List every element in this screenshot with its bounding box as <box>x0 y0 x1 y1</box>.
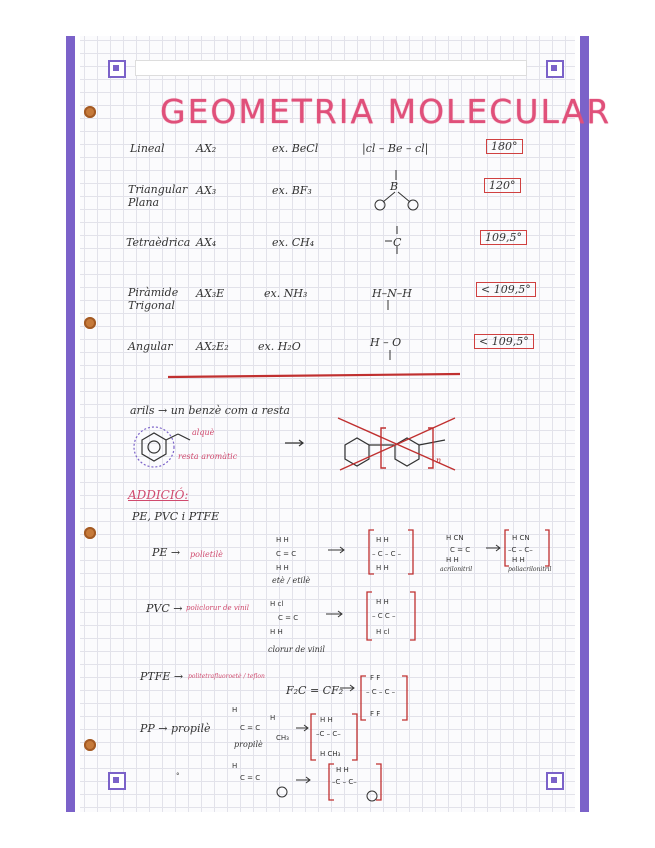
pe-label: PE → <box>152 546 181 559</box>
bond-line <box>419 440 445 445</box>
repeat-bracket <box>352 714 357 760</box>
svg-text:H H: H H <box>320 716 333 724</box>
geometry-name: Tetraèdrica <box>126 236 191 249</box>
svg-text:H: H <box>270 714 276 722</box>
geometry-example: ex. NH₃ <box>264 287 308 300</box>
benzene-ring-icon <box>277 787 287 797</box>
repeat-bracket <box>381 428 386 468</box>
geometry-name: Piràmide Trigonal <box>128 286 179 312</box>
pvc-label: PVC → <box>146 602 183 615</box>
svg-text:CH₃: CH₃ <box>276 734 289 742</box>
svg-text:H H: H H <box>270 628 283 636</box>
svg-text:H cl: H cl <box>376 628 390 636</box>
svg-text:– C – C –: – C – C – <box>366 688 396 696</box>
lewis-structure: H – O <box>370 336 402 349</box>
repeat-bracket <box>545 530 549 566</box>
repeat-bracket <box>410 592 415 640</box>
svg-text:H: H <box>232 706 238 714</box>
svg-text:H CH₃: H CH₃ <box>320 750 341 758</box>
svg-text:H H: H H <box>276 536 289 544</box>
bond-line <box>383 192 395 202</box>
fluorine-atom-icon <box>408 200 418 210</box>
geometry-name: Angular <box>128 340 173 353</box>
svg-text:– C – C –: – C – C – <box>372 550 402 558</box>
polymers-line: PE, PVC i PTFE <box>132 510 220 523</box>
angle-box: 120° <box>484 178 521 193</box>
svg-text:C = C: C = C <box>450 546 471 554</box>
angle-box: < 109,5° <box>474 334 534 349</box>
geometry-example: ex. BeCl <box>272 142 319 155</box>
svg-text:H: H <box>232 762 238 770</box>
repeat-subscript: n <box>436 456 442 465</box>
ptfe-monomer: F₂C = CF₂ <box>286 684 344 697</box>
aryls-text: arils → un benzè com a resta <box>130 404 290 417</box>
ptfe-label: PTFE → <box>140 670 184 683</box>
page-title: GEOMETRIA MOLECULAR <box>160 92 612 131</box>
ptfe-name: politetrafluoroetè / teflon <box>188 673 265 680</box>
geometry-example: ex. CH₄ <box>272 236 315 249</box>
svg-text:H H: H H <box>446 556 459 564</box>
svg-text:H H: H H <box>376 598 389 606</box>
svg-text:H H: H H <box>376 536 389 544</box>
bond-line <box>178 434 190 440</box>
svg-text:H H: H H <box>336 766 349 774</box>
pe-monomer: etè / etilè <box>272 576 311 585</box>
svg-text:C = C: C = C <box>276 550 297 558</box>
benzene-ring-icon <box>367 791 377 801</box>
acrylonitrile-label: acrilonitril <box>440 566 473 573</box>
svg-text:–C – C–: –C – C– <box>508 546 533 554</box>
repeat-bracket <box>428 428 433 468</box>
geometry-formula: AX₃E <box>196 287 225 300</box>
svg-text:– C C –: – C C – <box>372 612 396 620</box>
svg-text:H CN: H CN <box>512 534 530 542</box>
pp-monomer: propilè <box>234 740 263 749</box>
benzene-ring-icon <box>142 433 166 461</box>
svg-text:°: ° <box>176 772 180 780</box>
pe-name: polietilè <box>190 550 223 559</box>
svg-text:C = C: C = C <box>240 774 261 782</box>
geometry-name: Lineal <box>130 142 165 155</box>
alkene-label: alquè <box>192 428 215 437</box>
svg-text:–C – C–: –C – C– <box>332 778 357 786</box>
svg-text:H cl: H cl <box>270 600 284 608</box>
lewis-structure: |cl – Be – cl| <box>362 142 429 155</box>
svg-text:C = C: C = C <box>240 724 261 732</box>
repeat-bracket <box>402 676 407 720</box>
geometry-formula: AX₃ <box>196 184 217 197</box>
angle-box: < 109,5° <box>476 282 536 297</box>
svg-text:C = C: C = C <box>278 614 299 622</box>
lewis-structure: B <box>390 180 399 193</box>
angle-box: 180° <box>486 139 523 154</box>
repeat-bracket <box>361 676 366 720</box>
geometry-example: ex. H₂O <box>258 340 301 353</box>
lewis-structure: H–N–H <box>372 287 412 300</box>
bond-line <box>398 192 410 202</box>
svg-text:F F: F F <box>370 710 381 718</box>
geometry-example: ex. BF₃ <box>272 184 312 197</box>
section-divider <box>168 374 460 377</box>
lewis-structure: C <box>393 236 402 249</box>
fluorine-atom-icon <box>375 200 385 210</box>
aromatic-label: resta aromàtic <box>178 452 238 461</box>
pvc-name: policlorur de vinil <box>186 604 249 612</box>
geometry-formula: AX₂E₂ <box>196 340 229 353</box>
geometry-name: Triangular Plana <box>128 183 188 209</box>
svg-text:H H: H H <box>276 564 289 572</box>
svg-text:–C – C–: –C – C– <box>316 730 341 738</box>
svg-text:H CN: H CN <box>446 534 464 542</box>
svg-text:F F: F F <box>370 674 381 682</box>
pp-label: PP → propilè <box>140 722 211 735</box>
polyacrylonitrile-label: poliacrilonitril <box>508 566 552 573</box>
aromatic-circle <box>148 441 160 453</box>
geometry-formula: AX₄ <box>196 236 217 249</box>
repeat-bracket <box>408 530 413 574</box>
angle-box: 109,5° <box>480 230 527 245</box>
addition-heading: ADDICIÓ: <box>128 488 189 502</box>
svg-text:H H: H H <box>512 556 525 564</box>
pvc-monomer: clorur de vinil <box>268 645 325 654</box>
svg-text:H H: H H <box>376 564 389 572</box>
geometry-formula: AX₂ <box>196 142 217 155</box>
